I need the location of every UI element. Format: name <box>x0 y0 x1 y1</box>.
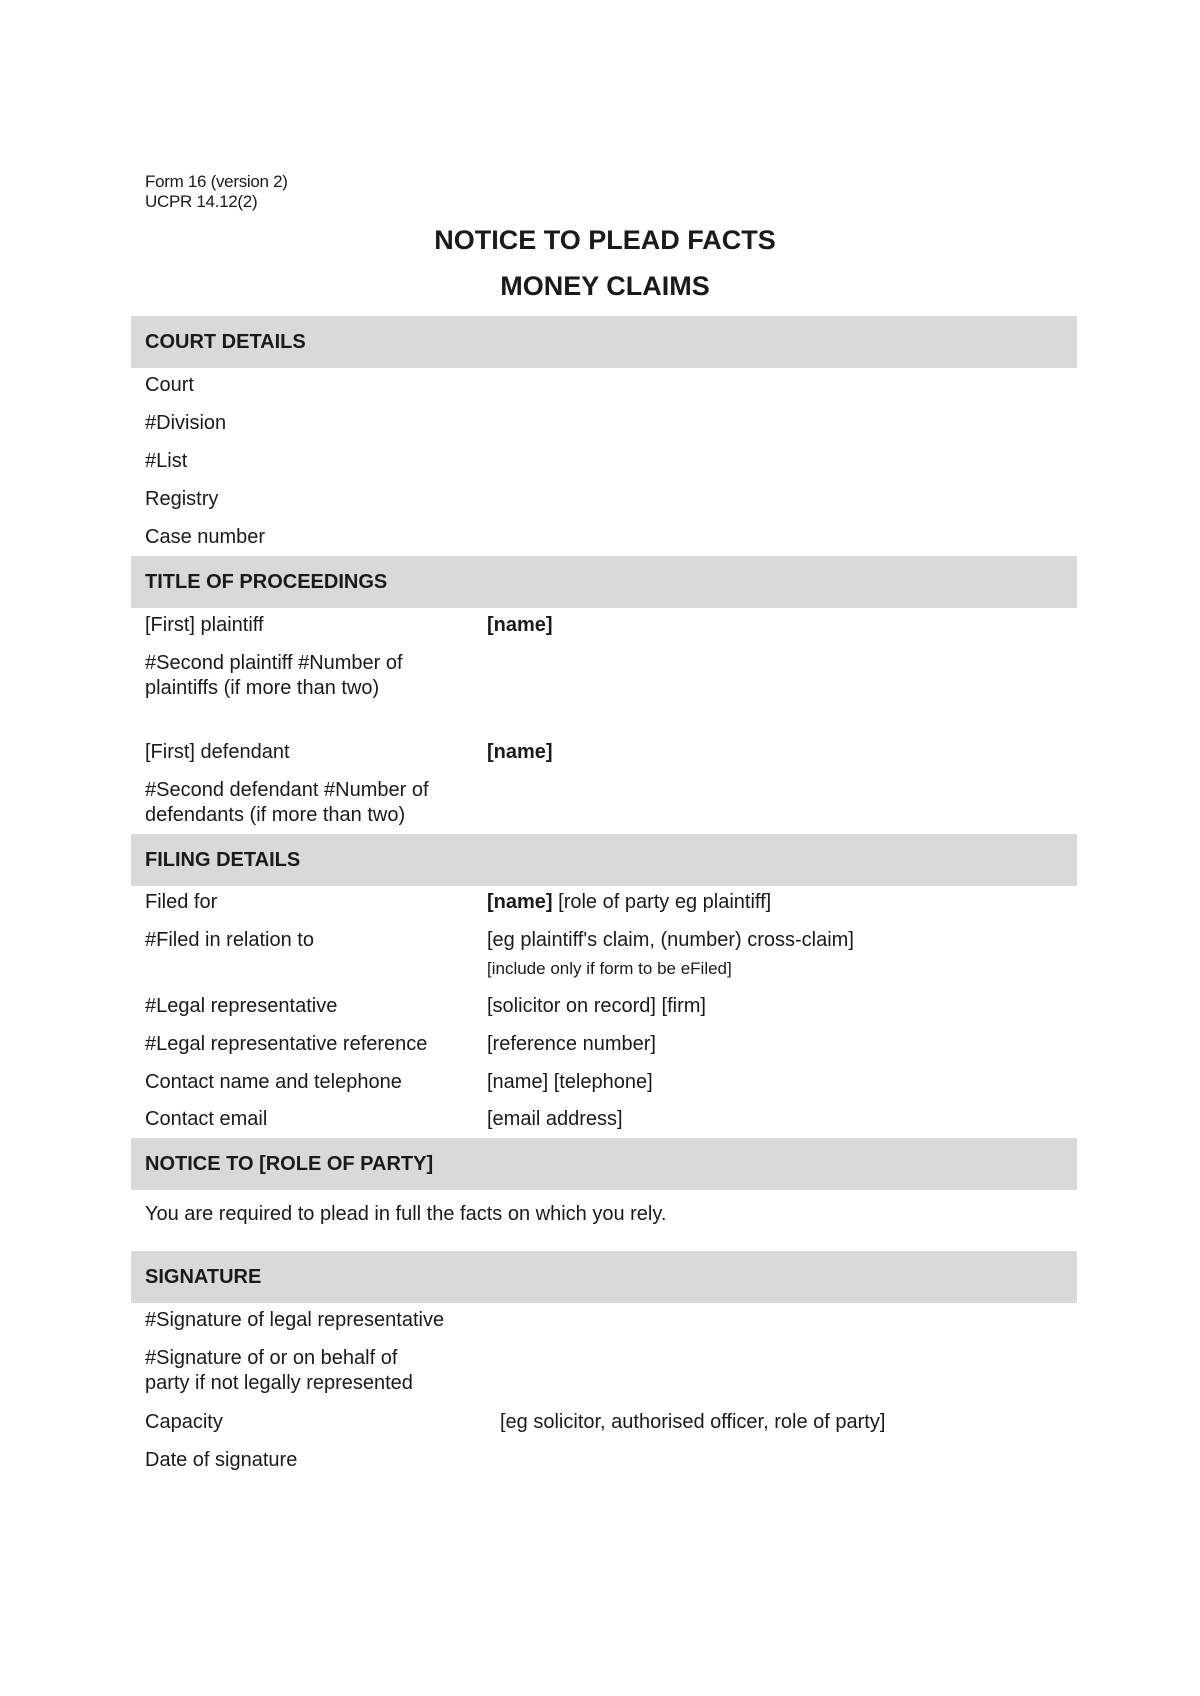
filed-for-name: [name] <box>487 891 553 913</box>
notice-heading: NOTICE TO [ROLE OF PARTY] <box>131 1138 1077 1190</box>
legal-ref-label: #Legal representative reference <box>145 1033 428 1055</box>
legal-ref-value: [reference number] <box>487 1033 656 1055</box>
filed-relation-label: #Filed in relation to <box>145 929 314 951</box>
second-plaintiff-line2: plaintiffs (if more than two) <box>145 677 380 699</box>
contact-value: [name] [telephone] <box>487 1071 653 1093</box>
court-details-heading: COURT DETAILS <box>131 316 1077 368</box>
first-defendant-value: [name] <box>487 741 553 763</box>
date-of-signature-label: Date of signature <box>145 1449 298 1471</box>
ucpr-rule: UCPR 14.12(2) <box>145 192 258 211</box>
title-of-proceedings-heading: TITLE OF PROCEEDINGS <box>131 556 1077 608</box>
form-reference <box>145 172 288 212</box>
second-defendant-label <box>145 778 429 828</box>
document-title: NOTICE TO PLEAD FACTS <box>434 225 776 255</box>
second-plaintiff-label <box>145 651 403 701</box>
capacity-label: Capacity <box>145 1411 223 1433</box>
notice-body: You are required to plead in full the facts on which you rely. <box>145 1203 667 1225</box>
first-plaintiff-value: [name] <box>487 614 553 636</box>
case-number-label: Case number <box>145 526 266 548</box>
signature-party-line1: #Signature of or on behalf of <box>145 1347 398 1369</box>
signature-legal-rep-label: #Signature of legal representative <box>145 1309 445 1331</box>
court-label: Court <box>145 374 194 396</box>
signature-party-line2: party if not legally represented <box>145 1372 413 1394</box>
email-label: Contact email <box>145 1108 268 1130</box>
signature-party-label <box>145 1346 413 1396</box>
form-version: Form 16 (version 2) <box>145 172 288 191</box>
filed-relation-value: [eg plaintiff's claim, (number) cross-claim] <box>487 929 854 951</box>
filing-details-heading: FILING DETAILS <box>131 834 1077 886</box>
second-defendant-line2: defendants (if more than two) <box>145 804 406 826</box>
division-label: #Division <box>145 412 227 434</box>
list-label: #List <box>145 450 188 472</box>
filed-for-role: [role of party eg plaintiff] <box>552 891 772 913</box>
email-value: [email address] <box>487 1108 623 1130</box>
registry-label: Registry <box>145 488 219 510</box>
contact-label: Contact name and telephone <box>145 1071 402 1093</box>
filed-relation-note: [include only if form to be eFiled] <box>487 959 732 978</box>
first-defendant-label: [First] defendant <box>145 741 290 763</box>
first-plaintiff-label: [First] plaintiff <box>145 614 264 636</box>
legal-rep-label: #Legal representative <box>145 995 338 1017</box>
document-subtitle: MONEY CLAIMS <box>500 271 710 301</box>
filed-for-label: Filed for <box>145 891 218 913</box>
second-plaintiff-line1: #Second plaintiff #Number of <box>145 652 403 674</box>
filed-for-value <box>487 890 771 915</box>
legal-rep-value: [solicitor on record] [firm] <box>487 995 706 1017</box>
second-defendant-line1: #Second defendant #Number of <box>145 779 429 801</box>
signature-heading: SIGNATURE <box>131 1251 1077 1303</box>
capacity-value: [eg solicitor, authorised officer, role of party] <box>500 1411 886 1433</box>
